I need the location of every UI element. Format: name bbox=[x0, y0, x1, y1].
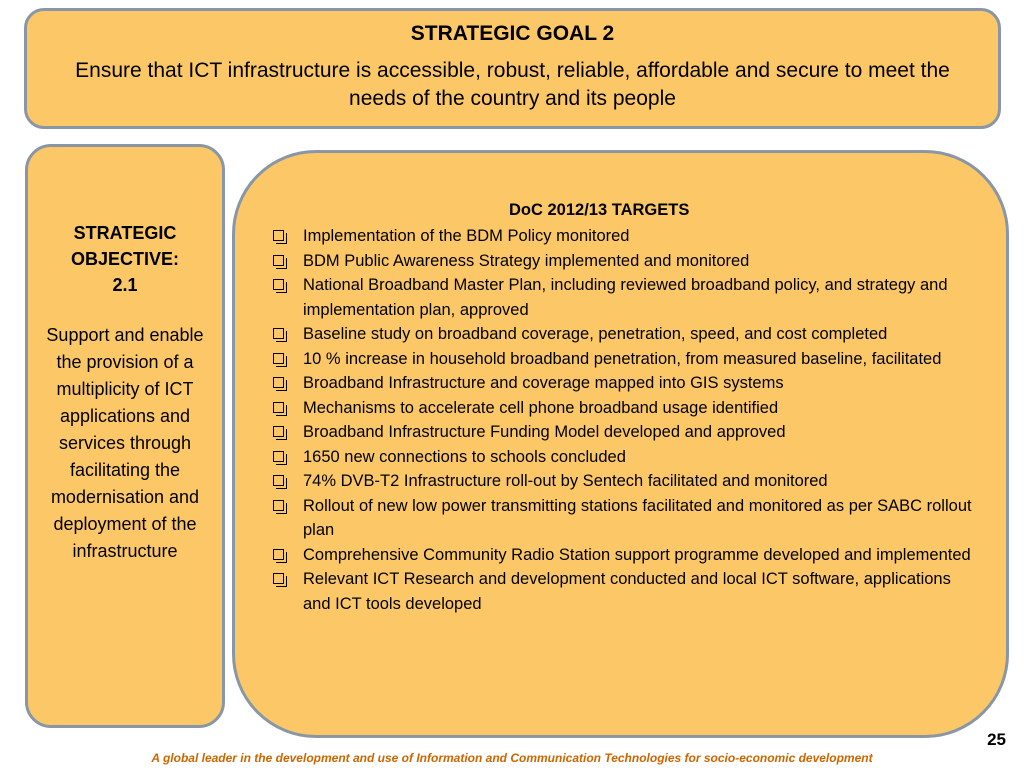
hollow-square-bullet-icon bbox=[273, 377, 284, 388]
objective-text: Support and enable the provision of a multiplicity of ICT applications and services through facilitating the modernisation and deployment of the infrastructure bbox=[46, 325, 204, 561]
hollow-square-bullet-icon bbox=[273, 451, 284, 462]
target-item-text: Comprehensive Community Radio Station support programme developed and implemented bbox=[303, 545, 971, 564]
target-item bbox=[273, 371, 973, 396]
objective-title-line1: STRATEGIC bbox=[73, 223, 177, 243]
objective-title-line2: OBJECTIVE: bbox=[70, 249, 180, 269]
hollow-square-bullet-icon bbox=[273, 500, 284, 511]
target-item-text: 10 % increase in household broadband penetration, from measured baseline, facilitated bbox=[303, 349, 942, 368]
targets-list bbox=[235, 224, 973, 616]
target-item-text: Mechanisms to accelerate cell phone broadband usage identified bbox=[303, 398, 779, 417]
target-item bbox=[273, 273, 973, 322]
target-item-text: BDM Public Awareness Strategy implemented and monitored bbox=[303, 251, 750, 270]
hollow-square-bullet-icon bbox=[273, 549, 284, 560]
target-item-text: Relevant ICT Research and development conducted and local ICT software, applications and ICT tools developed bbox=[303, 570, 951, 613]
hollow-square-bullet-icon bbox=[273, 279, 284, 290]
target-item-text: 74% DVB-T2 Infrastructure roll-out by Sentech facilitated and monitored bbox=[303, 472, 828, 490]
hollow-square-bullet-icon bbox=[273, 475, 284, 486]
goal-text: Ensure that ICT infrastructure is accessible, robust, reliable, affordable and secure to meet the needs of the country and its people bbox=[75, 59, 950, 110]
hollow-square-bullet-icon bbox=[273, 230, 284, 241]
target-item bbox=[273, 322, 973, 347]
target-item-text: Rollout of new low power transmitting stations facilitated and monitored as per SABC rollout plan bbox=[303, 496, 972, 539]
target-item bbox=[273, 396, 973, 421]
target-item bbox=[273, 567, 973, 616]
target-item-text: Broadband Infrastructure and coverage mapped into GIS systems bbox=[303, 374, 784, 392]
hollow-square-bullet-icon bbox=[273, 328, 284, 339]
target-item-text: Broadband Infrastructure Funding Model developed and approved bbox=[303, 423, 786, 441]
targets-box bbox=[232, 150, 1009, 738]
hollow-square-bullet-icon bbox=[273, 255, 284, 266]
targets-title: DoC 2012/13 TARGETS bbox=[509, 201, 690, 219]
hollow-square-bullet-icon bbox=[273, 402, 284, 413]
target-item-text: Implementation of the BDM Policy monitored bbox=[303, 227, 630, 245]
objective-title-line3: 2.1 bbox=[112, 275, 138, 295]
target-item-text: National Broadband Master Plan, including reviewed broadband policy, and strategy and implementation plan, approved bbox=[303, 276, 948, 319]
strategic-objective-box bbox=[25, 144, 225, 728]
target-item bbox=[273, 494, 973, 543]
hollow-square-bullet-icon bbox=[273, 353, 284, 364]
strategic-goal-box bbox=[24, 8, 1001, 129]
hollow-square-bullet-icon bbox=[273, 573, 284, 584]
target-item bbox=[273, 543, 973, 568]
target-item bbox=[273, 445, 973, 470]
target-item bbox=[273, 420, 973, 445]
goal-title: STRATEGIC GOAL 2 bbox=[410, 22, 615, 45]
target-item bbox=[273, 469, 973, 494]
target-item bbox=[273, 347, 973, 372]
page-number: 25 bbox=[987, 730, 1006, 749]
objective-title bbox=[28, 220, 222, 298]
footer-tagline: A global leader in the development and use of Information and Communication Technologies for socio-economic development bbox=[151, 751, 873, 765]
target-item bbox=[273, 249, 973, 274]
target-item-text: Baseline study on broadband coverage, penetration, speed, and cost completed bbox=[303, 325, 888, 343]
hollow-square-bullet-icon bbox=[273, 426, 284, 437]
target-item bbox=[273, 224, 973, 249]
target-item-text: 1650 new connections to schools concluded bbox=[303, 447, 626, 466]
